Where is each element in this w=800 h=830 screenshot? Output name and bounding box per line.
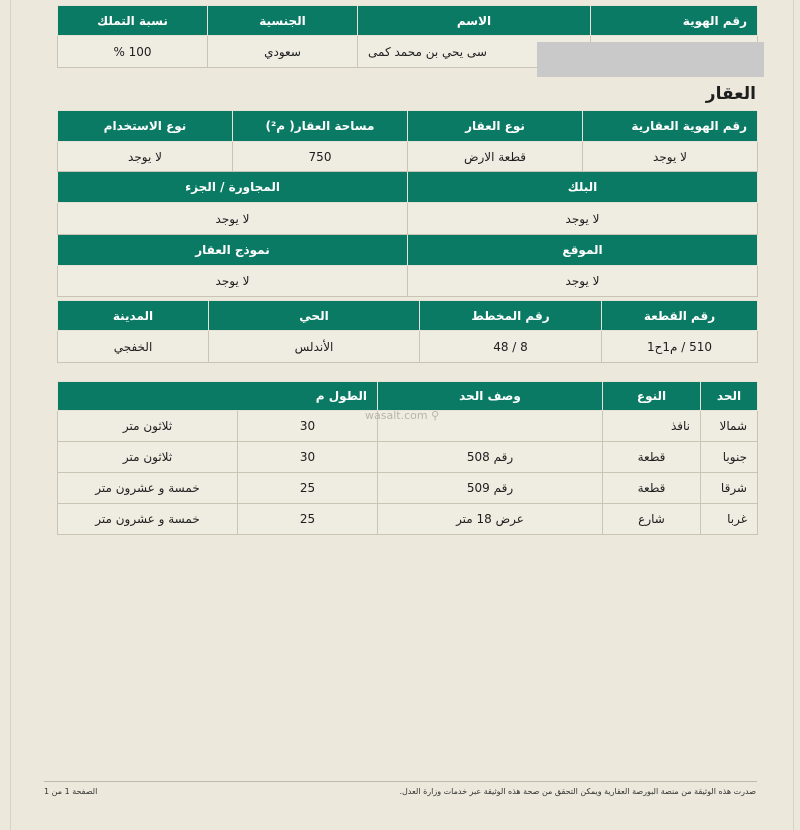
page-edge-right: [793, 0, 794, 830]
watermark: [365, 409, 439, 422]
boundary-length-words: خمسة و عشرون متر: [58, 504, 238, 535]
boundary-length-words: خمسة و عشرون متر: [58, 473, 238, 504]
footer-divider: [44, 781, 757, 782]
kind-header: النوع: [603, 382, 701, 411]
owner-id-header: رقم الهوية: [591, 6, 758, 36]
boundary-length-num: 25: [238, 504, 378, 535]
page-number: الصفحة 1 من 1: [44, 787, 98, 796]
property-area-value: 750: [233, 142, 408, 172]
table-row: [58, 504, 758, 535]
boundary-desc: عرض 18 متر: [378, 504, 603, 535]
property-usage-value: لا يوجد: [58, 142, 233, 172]
boundary-side: جنوبا: [701, 442, 758, 473]
property-id-value: لا يوجد: [583, 142, 758, 172]
section-title: العقار: [705, 84, 756, 104]
plot-table: [57, 300, 758, 363]
boundary-length-words: ثلاثون متر: [58, 442, 238, 473]
city-header: المدينة: [58, 301, 209, 331]
length-header: الطول م: [58, 382, 378, 411]
side-header: الحد: [701, 382, 758, 411]
property-table: [57, 110, 758, 297]
district-header: الحي: [209, 301, 420, 331]
city-value: الخفجي: [58, 331, 209, 363]
boundaries-table: [57, 381, 758, 535]
model-value: لا يوجد: [58, 266, 408, 297]
owner-nationality-header: الجنسية: [208, 6, 358, 36]
table-row: [58, 473, 758, 504]
boundary-kind: قطعة: [603, 442, 701, 473]
property-type-value: قطعة الارض: [408, 142, 583, 172]
property-id-header: رقم الهوية العقارية: [583, 111, 758, 142]
owner-name-value: سى يحي بن محمد كمى: [358, 36, 591, 68]
boundary-desc: رقم 508: [378, 442, 603, 473]
table-row: [58, 442, 758, 473]
boundary-length-num: 25: [238, 473, 378, 504]
plot-no-header: رقم القطعة: [602, 301, 758, 331]
property-usage-header: نوع الاستخدام: [58, 111, 233, 142]
district-value: الأندلس: [209, 331, 420, 363]
plan-no-header: رقم المخطط: [420, 301, 602, 331]
plot-no-value: 510 / م1ح1: [602, 331, 758, 363]
watermark-text: wasalt.com: [365, 409, 428, 422]
neighbor-value: لا يوجد: [58, 203, 408, 235]
location-pin-icon: ⚲: [431, 409, 440, 422]
footer-note: صدرت هذه الوثيقة من منصة البورصة العقارية ويمكن التحقق من صحة هذه الوثيقة عبر خدمات وزارة العدل.: [399, 787, 756, 796]
model-header: نموذج العقار: [58, 235, 408, 266]
boundary-length-num: 30: [238, 411, 378, 442]
property-type-header: نوع العقار: [408, 111, 583, 142]
boundary-desc: رقم 509: [378, 473, 603, 504]
location-header: الموقع: [408, 235, 758, 266]
boundary-length-words: ثلاثون متر: [58, 411, 238, 442]
owner-name-header: الاسم: [358, 6, 591, 36]
location-value: لا يوجد: [408, 266, 758, 297]
block-header: البلك: [408, 172, 758, 203]
boundary-side: شرقا: [701, 473, 758, 504]
owner-share-value: 100 %: [58, 36, 208, 68]
page-edge-left: [10, 0, 11, 830]
owner-share-header: نسبة التملك: [58, 6, 208, 36]
block-value: لا يوجد: [408, 203, 758, 235]
boundary-side: شمالا: [701, 411, 758, 442]
owner-nationality-value: سعودي: [208, 36, 358, 68]
plan-no-value: 8 / 48: [420, 331, 602, 363]
neighbor-header: المجاورة / الجزء: [58, 172, 408, 203]
property-area-header: مساحة العقار( م²): [233, 111, 408, 142]
boundary-length-num: 30: [238, 442, 378, 473]
boundary-side: غربا: [701, 504, 758, 535]
desc-header: وصف الحد: [378, 382, 603, 411]
redaction-box: [537, 42, 764, 77]
boundary-kind: قطعة: [603, 473, 701, 504]
boundary-kind: نافذ: [603, 411, 701, 442]
boundary-kind: شارع: [603, 504, 701, 535]
